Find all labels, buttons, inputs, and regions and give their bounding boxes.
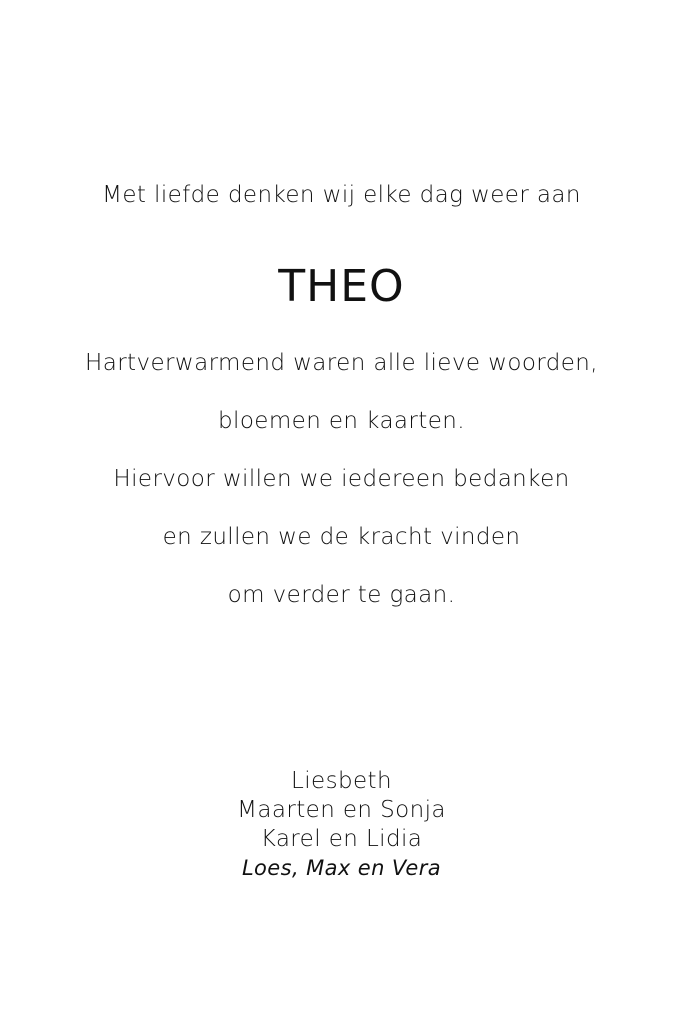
family-member: Liesbeth [291, 768, 392, 794]
message-line: Hartverwarmend waren alle lieve woorden, [85, 350, 598, 376]
deceased-name: THEO [278, 261, 405, 312]
message-line: en zullen we de kracht vinden [162, 524, 521, 550]
grandchildren-names: Loes, Max en Vera [241, 856, 442, 880]
intro-text: Met liefde denken wij elke dag weer aan [102, 182, 581, 208]
family-member: Maarten en Sonja [237, 797, 446, 823]
message-line: bloemen en kaarten. [218, 408, 465, 434]
message-line: Hiervoor willen we iedereen bedanken [113, 466, 570, 492]
family-member: Karel en Lidia [260, 826, 423, 852]
message-line: om verder te gaan. [227, 582, 456, 608]
